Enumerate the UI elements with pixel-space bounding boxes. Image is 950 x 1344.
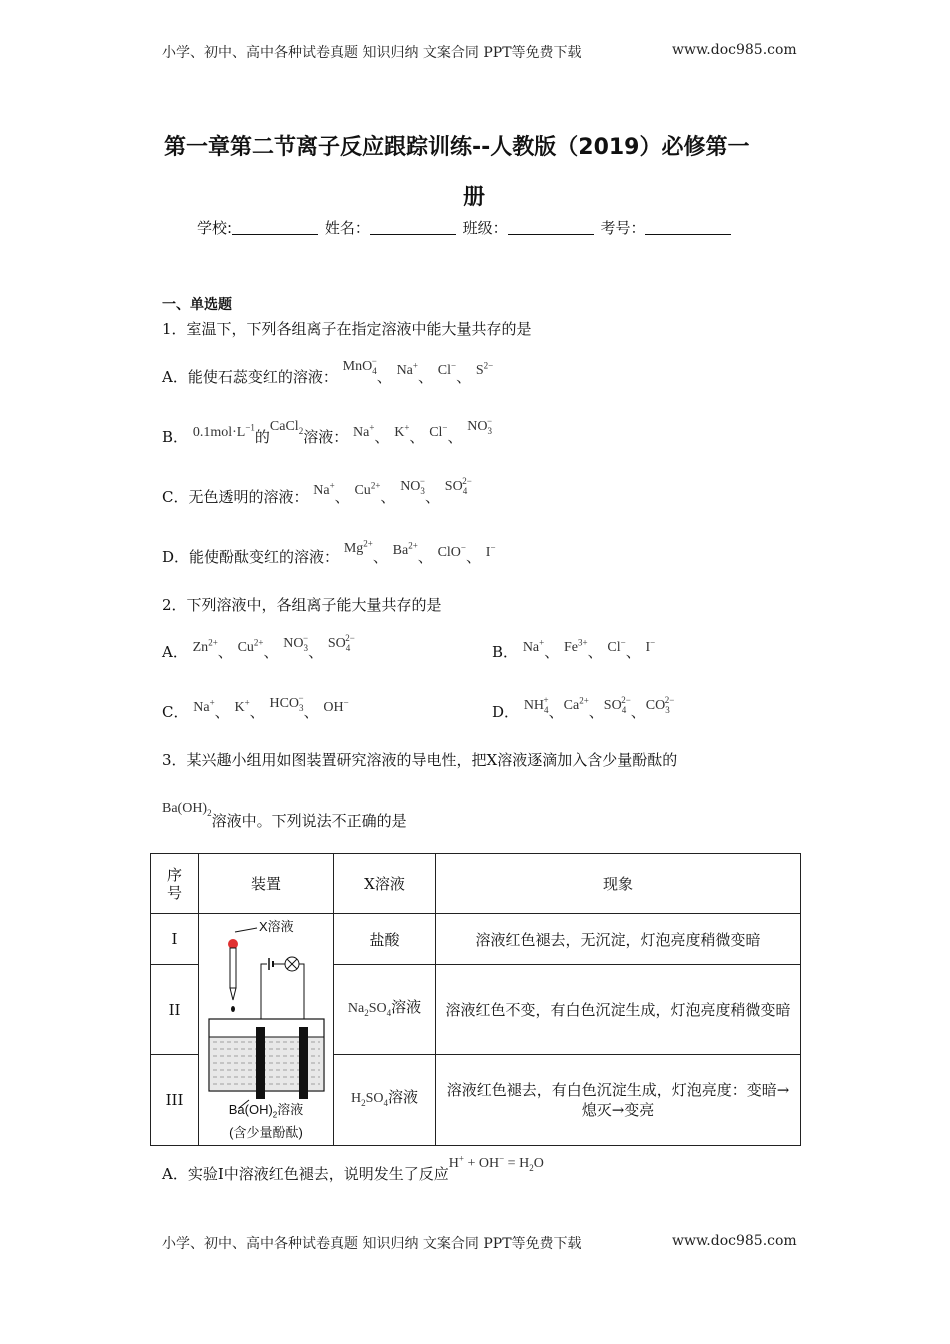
q1-d-text: D．能使酚酞变红的溶液： [162,548,340,566]
row-x-solution [334,965,436,1055]
wire-right [299,964,304,1027]
q2-option-b[interactable]: B． Na+、 $Fe^{3+}$、 Cl−、 I− [492,637,656,661]
row-x-solution: 盐酸 [334,914,436,965]
q2-option-a[interactable]: A． $Zn^{2+}$、 $Cu^{2+}$、 $NO_3^-$、 $SO_4^{2-}$ [162,633,355,661]
ion-no3: $NO_3^-$ [467,416,493,436]
q1-option-a[interactable]: A．能使石蕊变红的溶液： MnO$_4$−、 Na+、 Cl−、 $S^{2-}$ [162,356,494,386]
apparatus-svg [199,914,333,1109]
row-id: I [151,914,199,965]
q2-option-c[interactable]: C． Na+、 K+、 $HCO_3^-$、 OH− [162,693,349,721]
table-header-row [151,854,801,914]
ion-i: I− [645,637,656,655]
q3-stem-line1: 3．某兴趣小组用如图装置研究溶液的导电性，把X溶液逐滴加入含少量酚酞的 [162,751,678,769]
q1-b-conc-text: 0.1mol·L [192,425,246,440]
drop [231,1006,235,1012]
formula-cacl2: CaCl$_2$ [269,419,304,436]
row-phenomenon [436,965,801,1055]
ion-nh4: $NH_4^+$ [523,695,549,715]
name-label: 姓名： [324,219,370,237]
ion-no3: $NO_3^-$ [283,633,309,653]
q1-a-text: A．能使石蕊变红的溶液： [162,368,338,386]
ion-na: Na+ [193,697,215,715]
beaker-label: $Ba(OH)_2$溶液 (含少量酚酞) [228,1102,304,1140]
row-x-solution [334,1055,436,1145]
header-text: 小学、初中、高中各种试卷真题 知识归纳 文案合同 PPT等免费下载 [162,45,582,61]
formula-h2so4: $H_2SO_4$ [350,1091,388,1108]
th-number [151,854,199,914]
wire-left [261,964,267,1027]
ion-s2: $S^{2-}$ [475,360,494,378]
ion-ca2: $Ca^{2+}$ [563,695,589,713]
ion-i: I− [485,542,496,560]
name-blank[interactable] [370,220,456,235]
ion-clo: ClO− [437,542,466,560]
row-id: III [151,1055,199,1145]
ion-so4: $SO_4^{2-}$ [603,695,631,715]
ion-so4: $SO_4^{2-}$ [444,476,472,496]
ion-cl: Cl− [607,637,626,655]
q1-b-conc: $0.1mol\cdot L^{-1}$ [192,422,255,440]
q1-c-text: C．无色透明的溶液： [162,488,309,506]
dropper-tip [230,988,236,1000]
q1-b-of: 的 [254,428,270,446]
formula-na2so4: $Na_2SO_4$ [347,1000,392,1018]
row-phenomenon [436,1055,801,1145]
dropper-tube [230,948,236,988]
row-phenomenon-text: 溶液红色不变，有白色沉淀生成，灯泡亮度稍微变暗 [445,1000,791,1019]
ion-cu2: $Cu^{2+}$ [237,637,264,655]
student-info [197,217,733,238]
table-row [151,914,801,965]
q3-stem-line2-text: 溶液中。下列说法不正确的是 [211,812,407,830]
page-title-line2: 册 [463,185,486,210]
ion-na: Na+ [352,422,375,440]
row-x-suffix: 溶液 [388,1088,419,1107]
number-label: 考号： [600,219,646,237]
school-label: 学校: [197,219,233,237]
ion-k: K+ [234,697,250,715]
number-blank[interactable] [645,220,731,235]
ion-co3: $CO_3^{2-}$ [645,695,675,715]
q3-option-a[interactable] [162,1153,544,1185]
th-number-text: 序号 [166,865,182,902]
q1-option-c[interactable]: C．无色透明的溶液： Na+、 $Cu^{2+}$、 $NO_3^-$、 $SO_4^{2-}$ [162,476,472,506]
header-url[interactable]: www.doc985.com [672,42,797,58]
ion-zn2: $Zn^{2+}$ [192,637,218,655]
ion-hco3: $HCO_3^-$ [269,693,304,713]
q2-option-d[interactable]: D． $NH_4^+$、$Ca^{2+}$、$SO_4^{2-}$、$CO_3^{2-}$ [492,695,675,721]
formula-baoh2: $Ba(OH)_2$ [162,801,212,818]
th-x-solution: X溶液 [334,854,436,914]
school-blank[interactable] [232,220,318,235]
ion-cu2: $Cu^{2+}$ [354,480,381,498]
footer-text: 小学、初中、高中各种试卷真题 知识归纳 文案合同 PPT等免费下载 [162,1236,582,1252]
ion-no3: $NO_3^-$ [400,476,425,496]
footer-url[interactable]: www.doc985.com [672,1233,797,1249]
electrode-right [299,1027,308,1099]
ion-mno4: MnO$_4$− [342,356,377,376]
ion-na: Na+ [396,360,418,378]
q2-b-text: B． [492,643,519,661]
beaker-label-tail: 溶液 [277,1102,304,1117]
apparatus-diagram [199,914,334,1146]
th-apparatus: 装置 [199,854,334,914]
ion-ba2: $Ba^{2+}$ [392,540,418,558]
ion-na: Na+ [522,637,545,655]
ion-mg2: $Mg^{2+}$ [343,538,373,556]
ion-oh: OH− [323,697,349,715]
row-id: II [151,965,199,1055]
ion-cl: Cl− [437,360,457,378]
beaker-label-formula: Ba(OH) [228,1102,273,1117]
q1-option-b[interactable]: B． $0.1mol\cdot L^{-1}$的CaCl$_2$溶液： Na+、 K+、 Cl−、 $NO_3^-$ [162,416,493,446]
ion-fe3: $Fe^{3+}$ [564,637,588,655]
ion-cl: Cl− [429,422,448,440]
q2-stem: 2．下列溶液中，各组离子能大量共存的是 [162,596,442,614]
q3-option-a-text: A．实验Ⅰ中溶液红色褪去，说明发生了反应 [162,1165,449,1183]
section-heading: 一、单选题 [162,297,232,313]
q1-stem: 1．室温下，下列各组离子在指定溶液中能大量共存的是 [162,320,532,338]
x-label-line [235,928,257,932]
x-solution-label: X溶液 [259,919,294,934]
th-phenomenon: 现象 [436,854,801,914]
ion-k: K+ [394,422,410,440]
q3-stem-line2 [162,801,407,832]
experiment-table [150,853,801,1146]
q2-a-text: A． [162,643,188,661]
q2-d-text: D． [492,703,520,721]
class-label: 班级： [462,219,508,237]
q1-b-suffix: 溶液： [303,428,349,446]
beaker-label-note: (含少量酚酞) [229,1124,303,1140]
row-phenomenon: 溶液红色褪去，无沉淀，灯泡亮度稍微变暗 [436,914,801,965]
q2-c-text: C． [162,703,189,721]
class-blank[interactable] [508,220,594,235]
page-title: 第一章第二节离子反应跟踪训练--人教版（2019）必修第一 [164,135,750,160]
row-phenomenon-text: 溶液红色褪去，有白色沉淀生成，灯泡亮度：变暗→熄灭→变亮 [446,1080,790,1119]
q1-b-prefix: B． [162,428,189,446]
ion-na: Na+ [313,480,335,498]
q1-option-d[interactable]: D．能使酚酞变红的溶液： $Mg^{2+}$、 $Ba^{2+}$、 ClO−、 I− [162,538,496,566]
ion-so4: $SO_4^{2-}$ [327,633,355,653]
electrode-left [256,1027,265,1099]
equation-neutralization: $H^+ + OH^- = H_2O$ [448,1153,544,1173]
row-x-suffix: 溶液 [391,997,422,1016]
